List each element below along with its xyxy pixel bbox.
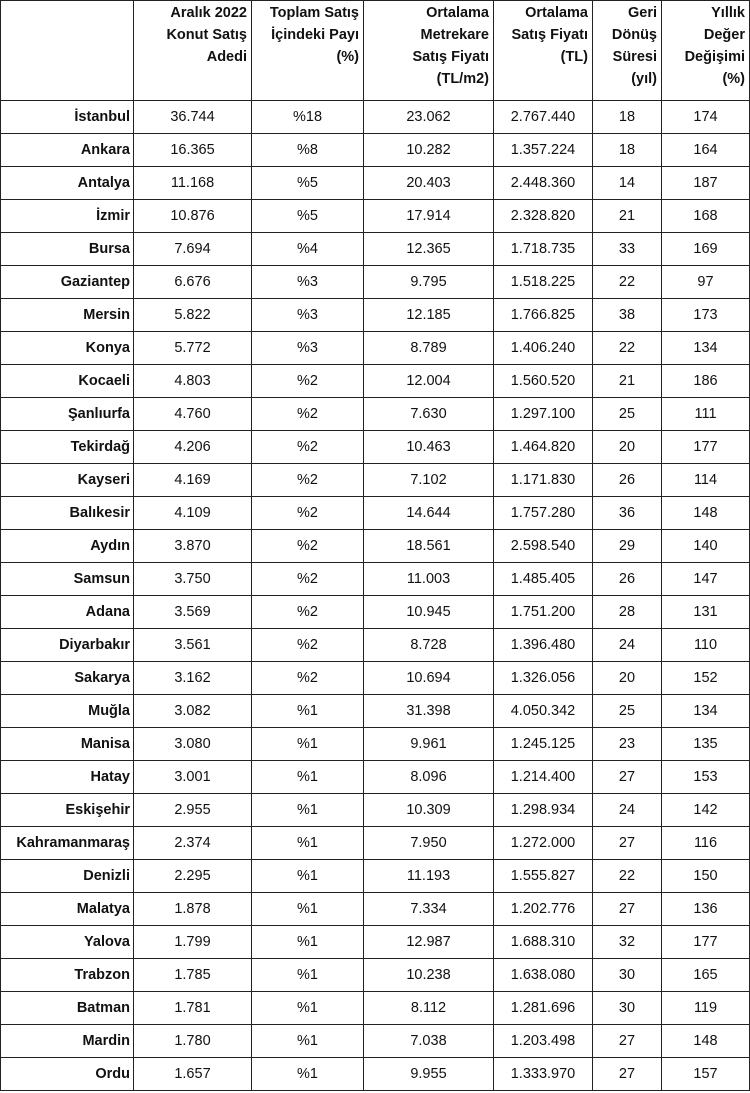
header-line: Değer (703, 27, 745, 43)
payback-years-cell: 26 (593, 464, 662, 497)
header-line: Satış Fiyatı (511, 27, 588, 43)
city-name-cell: Bursa (1, 233, 134, 266)
header-city (1, 1, 134, 101)
avg-price-cell: 1.272.000 (494, 827, 593, 860)
table-row (1, 992, 750, 1025)
city-name-cell: Yalova (1, 926, 134, 959)
table-row (1, 596, 750, 629)
table-row (1, 530, 750, 563)
sales-share-cell: %1 (252, 761, 364, 794)
sales-share-cell: %1 (252, 794, 364, 827)
payback-years-cell: 21 (593, 200, 662, 233)
avg-price-cell: 1.464.820 (494, 431, 593, 464)
payback-years-cell: 18 (593, 101, 662, 134)
sales-share-cell: %1 (252, 893, 364, 926)
city-name-cell: Batman (1, 992, 134, 1025)
annual-change-cell: 177 (662, 926, 750, 959)
price-per-m2-cell: 7.038 (364, 1025, 494, 1058)
avg-price-cell: 1.638.080 (494, 959, 593, 992)
header-line: (%) (336, 49, 359, 65)
city-name-cell: Diyarbakır (1, 629, 134, 662)
sales-share-cell: %2 (252, 365, 364, 398)
price-per-m2-cell: 10.945 (364, 596, 494, 629)
annual-change-cell: 148 (662, 497, 750, 530)
table-row (1, 860, 750, 893)
sales-count-cell: 1.781 (134, 992, 252, 1025)
payback-years-cell: 27 (593, 1058, 662, 1091)
payback-years-cell: 32 (593, 926, 662, 959)
sales-share-cell: %5 (252, 200, 364, 233)
payback-years-cell: 26 (593, 563, 662, 596)
avg-price-cell: 1.560.520 (494, 365, 593, 398)
price-per-m2-cell: 12.987 (364, 926, 494, 959)
sales-count-cell: 10.876 (134, 200, 252, 233)
annual-change-cell: 147 (662, 563, 750, 596)
table-row (1, 761, 750, 794)
sales-count-cell: 5.822 (134, 299, 252, 332)
table-row (1, 695, 750, 728)
sales-count-cell: 3.082 (134, 695, 252, 728)
payback-years-cell: 22 (593, 266, 662, 299)
annual-change-cell: 111 (662, 398, 750, 431)
avg-price-cell: 1.357.224 (494, 134, 593, 167)
avg-price-cell: 1.281.696 (494, 992, 593, 1025)
annual-change-cell: 173 (662, 299, 750, 332)
payback-years-cell: 38 (593, 299, 662, 332)
price-per-m2-cell: 10.282 (364, 134, 494, 167)
sales-count-cell: 4.206 (134, 431, 252, 464)
sales-share-cell: %2 (252, 563, 364, 596)
header-line: Toplam Satış (269, 5, 359, 21)
avg-price-cell: 1.326.056 (494, 662, 593, 695)
payback-years-cell: 28 (593, 596, 662, 629)
payback-years-cell: 27 (593, 827, 662, 860)
payback-years-cell: 29 (593, 530, 662, 563)
sales-count-cell: 11.168 (134, 167, 252, 200)
avg-price-cell: 1.718.735 (494, 233, 593, 266)
sales-count-cell: 4.760 (134, 398, 252, 431)
city-name-cell: Ordu (1, 1058, 134, 1091)
payback-years-cell: 36 (593, 497, 662, 530)
sales-share-cell: %1 (252, 992, 364, 1025)
payback-years-cell: 14 (593, 167, 662, 200)
city-name-cell: Mardin (1, 1025, 134, 1058)
payback-years-cell: 20 (593, 431, 662, 464)
avg-price-cell: 1.757.280 (494, 497, 593, 530)
annual-change-cell: 177 (662, 431, 750, 464)
annual-change-cell: 110 (662, 629, 750, 662)
price-per-m2-cell: 18.561 (364, 530, 494, 563)
annual-change-cell: 157 (662, 1058, 750, 1091)
payback-years-cell: 25 (593, 398, 662, 431)
table-row (1, 1058, 750, 1091)
annual-change-cell: 114 (662, 464, 750, 497)
price-per-m2-cell: 12.365 (364, 233, 494, 266)
annual-change-cell: 142 (662, 794, 750, 827)
sales-share-cell: %1 (252, 1058, 364, 1091)
header-line: Satış Fiyatı (412, 49, 489, 65)
avg-price-cell: 1.751.200 (494, 596, 593, 629)
city-name-cell: Kahramanmaraş (1, 827, 134, 860)
header-line: İçindeki Payı (271, 27, 359, 43)
sales-share-cell: %8 (252, 134, 364, 167)
price-per-m2-cell: 10.463 (364, 431, 494, 464)
city-name-cell: Ankara (1, 134, 134, 167)
city-name-cell: Antalya (1, 167, 134, 200)
sales-share-cell: %1 (252, 827, 364, 860)
city-name-cell: Muğla (1, 695, 134, 728)
table-row (1, 134, 750, 167)
payback-years-cell: 25 (593, 695, 662, 728)
price-per-m2-cell: 9.961 (364, 728, 494, 761)
header-annual-change (662, 1, 750, 101)
table-row (1, 629, 750, 662)
price-per-m2-cell: 10.309 (364, 794, 494, 827)
avg-price-cell: 1.171.830 (494, 464, 593, 497)
payback-years-cell: 27 (593, 893, 662, 926)
sales-count-cell: 3.561 (134, 629, 252, 662)
city-name-cell: Konya (1, 332, 134, 365)
avg-price-cell: 1.396.480 (494, 629, 593, 662)
table-row (1, 233, 750, 266)
table-header (1, 1, 750, 101)
annual-change-cell: 131 (662, 596, 750, 629)
payback-years-cell: 22 (593, 332, 662, 365)
table-row (1, 794, 750, 827)
header-line: Değişimi (684, 49, 745, 65)
sales-share-cell: %2 (252, 398, 364, 431)
price-per-m2-cell: 10.694 (364, 662, 494, 695)
table-row (1, 662, 750, 695)
annual-change-cell: 116 (662, 827, 750, 860)
header-line: Metrekare (420, 27, 489, 43)
payback-years-cell: 30 (593, 992, 662, 1025)
sales-share-cell: %1 (252, 728, 364, 761)
table-row (1, 200, 750, 233)
annual-change-cell: 150 (662, 860, 750, 893)
price-per-m2-cell: 31.398 (364, 695, 494, 728)
sales-count-cell: 3.162 (134, 662, 252, 695)
header-price-per-m2 (364, 1, 494, 101)
sales-share-cell: %5 (252, 167, 364, 200)
avg-price-cell: 1.688.310 (494, 926, 593, 959)
avg-price-cell: 1.214.400 (494, 761, 593, 794)
table-row (1, 464, 750, 497)
city-name-cell: Tekirdağ (1, 431, 134, 464)
avg-price-cell: 2.598.540 (494, 530, 593, 563)
payback-years-cell: 20 (593, 662, 662, 695)
city-name-cell: Kocaeli (1, 365, 134, 398)
city-name-cell: Kayseri (1, 464, 134, 497)
table-row (1, 728, 750, 761)
price-per-m2-cell: 8.096 (364, 761, 494, 794)
table-row (1, 365, 750, 398)
header-line: Süresi (612, 49, 657, 65)
sales-count-cell: 1.799 (134, 926, 252, 959)
city-name-cell: İzmir (1, 200, 134, 233)
price-per-m2-cell: 11.193 (364, 860, 494, 893)
sales-share-cell: %2 (252, 464, 364, 497)
table-row (1, 926, 750, 959)
sales-count-cell: 4.169 (134, 464, 252, 497)
annual-change-cell: 136 (662, 893, 750, 926)
avg-price-cell: 1.485.405 (494, 563, 593, 596)
city-name-cell: Mersin (1, 299, 134, 332)
payback-years-cell: 24 (593, 629, 662, 662)
header-line: (TL) (560, 49, 588, 65)
sales-count-cell: 3.870 (134, 530, 252, 563)
table-body (1, 101, 750, 1091)
price-per-m2-cell: 12.185 (364, 299, 494, 332)
price-per-m2-cell: 9.795 (364, 266, 494, 299)
city-name-cell: Şanlıurfa (1, 398, 134, 431)
annual-change-cell: 186 (662, 365, 750, 398)
city-name-cell: Hatay (1, 761, 134, 794)
price-per-m2-cell: 7.630 (364, 398, 494, 431)
annual-change-cell: 187 (662, 167, 750, 200)
payback-years-cell: 27 (593, 761, 662, 794)
table-row (1, 959, 750, 992)
sales-share-cell: %2 (252, 431, 364, 464)
avg-price-cell: 1.245.125 (494, 728, 593, 761)
header-line: Dönüş (611, 27, 657, 43)
annual-change-cell: 119 (662, 992, 750, 1025)
avg-price-cell: 2.328.820 (494, 200, 593, 233)
price-per-m2-cell: 11.003 (364, 563, 494, 596)
sales-share-cell: %2 (252, 629, 364, 662)
header-line: (%) (722, 71, 745, 87)
annual-change-cell: 134 (662, 332, 750, 365)
city-name-cell: Denizli (1, 860, 134, 893)
header-line: Geri (627, 5, 657, 21)
price-per-m2-cell: 9.955 (364, 1058, 494, 1091)
annual-change-cell: 174 (662, 101, 750, 134)
annual-change-cell: 165 (662, 959, 750, 992)
sales-count-cell: 5.772 (134, 332, 252, 365)
table-row (1, 332, 750, 365)
avg-price-cell: 1.203.498 (494, 1025, 593, 1058)
annual-change-cell: 164 (662, 134, 750, 167)
city-name-cell: Gaziantep (1, 266, 134, 299)
city-name-cell: Sakarya (1, 662, 134, 695)
payback-years-cell: 18 (593, 134, 662, 167)
table-row (1, 299, 750, 332)
sales-count-cell: 16.365 (134, 134, 252, 167)
sales-share-cell: %3 (252, 299, 364, 332)
avg-price-cell: 1.518.225 (494, 266, 593, 299)
sales-share-cell: %1 (252, 1025, 364, 1058)
price-per-m2-cell: 23.062 (364, 101, 494, 134)
price-per-m2-cell: 7.334 (364, 893, 494, 926)
sales-count-cell: 6.676 (134, 266, 252, 299)
city-name-cell: Manisa (1, 728, 134, 761)
price-per-m2-cell: 10.238 (364, 959, 494, 992)
sales-share-cell: %2 (252, 596, 364, 629)
sales-count-cell: 4.803 (134, 365, 252, 398)
avg-price-cell: 1.202.776 (494, 893, 593, 926)
table-row (1, 398, 750, 431)
annual-change-cell: 134 (662, 695, 750, 728)
sales-count-cell: 36.744 (134, 101, 252, 134)
header-line: (TL/m2) (436, 71, 489, 87)
sales-count-cell: 4.109 (134, 497, 252, 530)
sales-share-cell: %2 (252, 530, 364, 563)
sales-share-cell: %1 (252, 695, 364, 728)
avg-price-cell: 2.767.440 (494, 101, 593, 134)
payback-years-cell: 23 (593, 728, 662, 761)
table-row (1, 893, 750, 926)
price-per-m2-cell: 7.102 (364, 464, 494, 497)
header-sales-share (252, 1, 364, 101)
header-line: Adedi (206, 49, 247, 65)
annual-change-cell: 153 (662, 761, 750, 794)
header-line: Konut Satış (166, 27, 247, 43)
header-line: (yıl) (631, 71, 657, 87)
table-row (1, 431, 750, 464)
header-line: Yıllık (711, 5, 745, 21)
annual-change-cell: 135 (662, 728, 750, 761)
sales-count-cell: 7.694 (134, 233, 252, 266)
table-row (1, 101, 750, 134)
city-name-cell: İstanbul (1, 101, 134, 134)
sales-count-cell: 1.785 (134, 959, 252, 992)
avg-price-cell: 2.448.360 (494, 167, 593, 200)
annual-change-cell: 148 (662, 1025, 750, 1058)
city-name-cell: Malatya (1, 893, 134, 926)
price-per-m2-cell: 14.644 (364, 497, 494, 530)
sales-share-cell: %3 (252, 332, 364, 365)
price-per-m2-cell: 8.112 (364, 992, 494, 1025)
table-row (1, 563, 750, 596)
avg-price-cell: 1.555.827 (494, 860, 593, 893)
avg-price-cell: 1.406.240 (494, 332, 593, 365)
sales-count-cell: 3.080 (134, 728, 252, 761)
table-row (1, 1025, 750, 1058)
annual-change-cell: 97 (662, 266, 750, 299)
price-per-m2-cell: 7.950 (364, 827, 494, 860)
avg-price-cell: 1.297.100 (494, 398, 593, 431)
sales-share-cell: %1 (252, 860, 364, 893)
header-sales-count (134, 1, 252, 101)
city-name-cell: Balıkesir (1, 497, 134, 530)
annual-change-cell: 152 (662, 662, 750, 695)
header-line: Aralık 2022 (170, 5, 247, 21)
sales-count-cell: 1.878 (134, 893, 252, 926)
price-per-m2-cell: 17.914 (364, 200, 494, 233)
sales-count-cell: 1.657 (134, 1058, 252, 1091)
price-per-m2-cell: 12.004 (364, 365, 494, 398)
avg-price-cell: 4.050.342 (494, 695, 593, 728)
payback-years-cell: 27 (593, 1025, 662, 1058)
sales-share-cell: %1 (252, 926, 364, 959)
sales-share-cell: %2 (252, 662, 364, 695)
city-name-cell: Aydın (1, 530, 134, 563)
city-name-cell: Samsun (1, 563, 134, 596)
sales-share-cell: %2 (252, 497, 364, 530)
avg-price-cell: 1.766.825 (494, 299, 593, 332)
payback-years-cell: 21 (593, 365, 662, 398)
table-row (1, 266, 750, 299)
price-per-m2-cell: 20.403 (364, 167, 494, 200)
header-avg-price (494, 1, 593, 101)
table-row (1, 167, 750, 200)
sales-count-cell: 2.374 (134, 827, 252, 860)
header-row (1, 1, 750, 101)
table-row (1, 497, 750, 530)
payback-years-cell: 22 (593, 860, 662, 893)
header-line: Ortalama (525, 5, 588, 21)
header-line: Ortalama (426, 5, 489, 21)
city-name-cell: Adana (1, 596, 134, 629)
sales-share-cell: %4 (252, 233, 364, 266)
avg-price-cell: 1.333.970 (494, 1058, 593, 1091)
annual-change-cell: 168 (662, 200, 750, 233)
annual-change-cell: 169 (662, 233, 750, 266)
annual-change-cell: 140 (662, 530, 750, 563)
price-per-m2-cell: 8.789 (364, 332, 494, 365)
table-row (1, 827, 750, 860)
header-payback-years (593, 1, 662, 101)
sales-count-cell: 3.001 (134, 761, 252, 794)
sales-count-cell: 2.955 (134, 794, 252, 827)
sales-count-cell: 2.295 (134, 860, 252, 893)
sales-share-cell: %3 (252, 266, 364, 299)
city-name-cell: Trabzon (1, 959, 134, 992)
sales-share-cell: %1 (252, 959, 364, 992)
payback-years-cell: 24 (593, 794, 662, 827)
sales-share-cell: %18 (252, 101, 364, 134)
sales-count-cell: 1.780 (134, 1025, 252, 1058)
city-name-cell: Eskişehir (1, 794, 134, 827)
price-per-m2-cell: 8.728 (364, 629, 494, 662)
avg-price-cell: 1.298.934 (494, 794, 593, 827)
payback-years-cell: 33 (593, 233, 662, 266)
sales-count-cell: 3.750 (134, 563, 252, 596)
sales-count-cell: 3.569 (134, 596, 252, 629)
payback-years-cell: 30 (593, 959, 662, 992)
